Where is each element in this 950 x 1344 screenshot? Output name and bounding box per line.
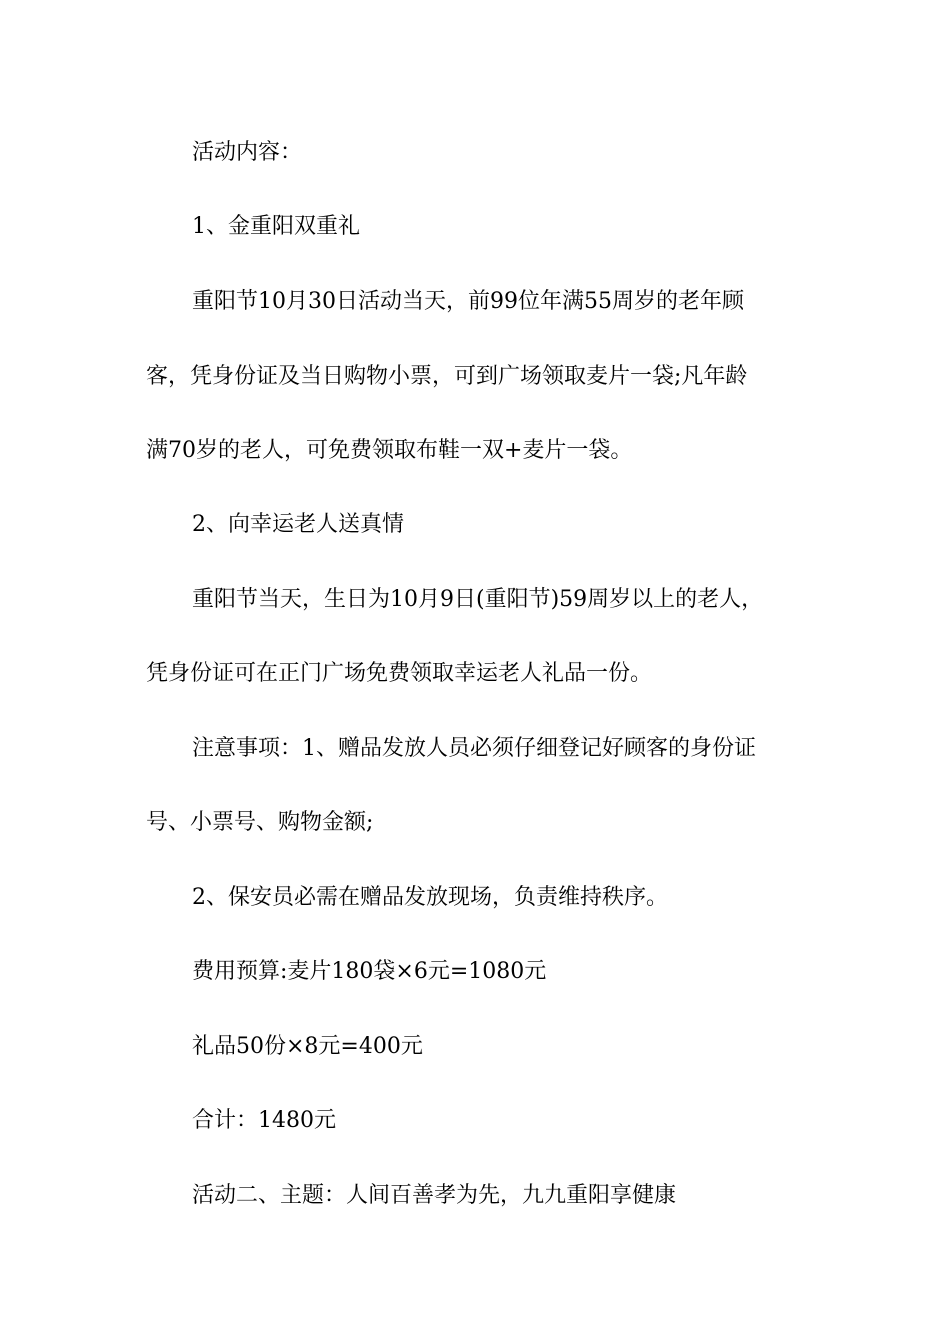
section-heading-activity-content: 活动内容： — [192, 140, 303, 165]
activity-2-heading: 活动二、主题：人间百善孝为先，九九重阳享健康 — [192, 1183, 677, 1208]
notes-line: 号、小票号、购物金额; — [146, 810, 374, 835]
item-1-heading: 1、金重阳双重礼 — [192, 214, 360, 239]
notes-line: 注意事项：1、赠品发放人员必须仔细登记好顾客的身份证 — [192, 736, 756, 761]
notes-line: 2、保安员必需在赠品发放现场，负责维持秩序。 — [192, 885, 668, 910]
item-2-heading: 2、向幸运老人送真情 — [192, 512, 404, 537]
paragraph-line: 满70岁的老人，可免费领取布鞋一双+麦片一袋。 — [146, 438, 633, 463]
budget-total: 合计：1480元 — [192, 1108, 336, 1133]
paragraph-line: 重阳节10月30日活动当天，前99位年满55周岁的老年顾 — [192, 289, 744, 314]
budget-line: 费用预算:麦片180袋×6元=1080元 — [192, 959, 547, 984]
budget-line: 礼品50份×8元=400元 — [192, 1034, 423, 1059]
paragraph-line: 重阳节当天，生日为10月9日(重阳节)59周岁以上的老人， — [192, 587, 764, 612]
paragraph-line: 凭身份证可在正门广场免费领取幸运老人礼品一份。 — [146, 661, 653, 686]
paragraph-line: 客，凭身份证及当日购物小票，可到广场领取麦片一袋;凡年龄 — [146, 364, 748, 389]
